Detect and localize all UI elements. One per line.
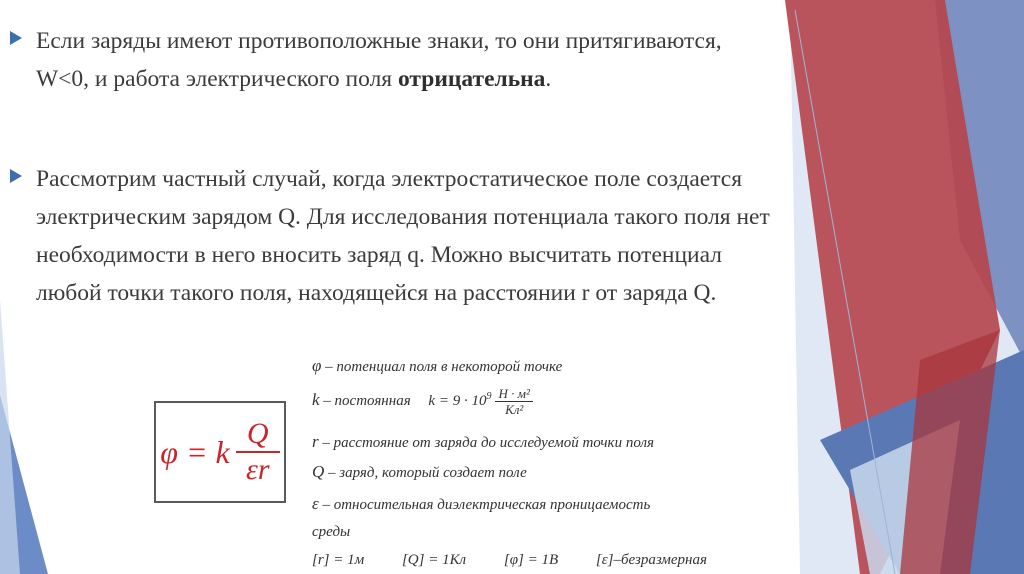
formula-denominator: εr: [246, 453, 270, 486]
k-units-denominator: Кл²: [505, 402, 524, 417]
formula-fraction: [236, 417, 280, 487]
formula-numerator: Q: [246, 417, 269, 450]
formula-lhs: φ = k: [160, 433, 230, 470]
unit-phi: [φ] = 1В: [503, 552, 559, 568]
k-value: k = 9 · 10: [428, 392, 487, 409]
legend-row-phi: [312, 356, 562, 376]
bullet-arrow-icon: [10, 31, 22, 45]
unit-eps: [ε]–безразмерная: [595, 552, 707, 568]
k-units-fraction: [495, 386, 533, 417]
potential-formula-box: [154, 401, 286, 503]
k-exponent: 9: [486, 390, 492, 402]
legend-row-eps: [312, 494, 650, 514]
legend-text: – расстояние от заряда до исследуемой точки поля: [322, 435, 654, 451]
legend-symbol: ε: [312, 494, 319, 513]
legend-text: – относительная диэлектрическая проницаемость: [322, 497, 651, 513]
bullet-text-2: Рассмотрим частный случай, когда электростатическое поле создается электрическим зарядом Q. Для исследования потенциала такого поля нет необходимости в него вносить заряд q. Можно высчитать потенциал любой точки такого поля, находящейся на расстоянии r от заряда Q.: [36, 166, 770, 306]
k-units-numerator: Н · м²: [498, 386, 530, 401]
bullet-item-2: [10, 160, 770, 312]
bullet-text-1-post: .: [545, 66, 552, 92]
legend-symbol: φ: [312, 356, 322, 375]
legend-row-q: [312, 462, 527, 482]
legend-row-k: [312, 386, 533, 417]
legend-units-row: [312, 552, 741, 569]
legend-text: – постоянная: [323, 392, 411, 409]
potential-formula: [160, 417, 280, 487]
legend-symbol: Q: [312, 462, 325, 481]
legend-symbol: r: [312, 432, 319, 451]
legend-eps-continued: среды: [312, 524, 351, 540]
bullet-arrow-icon: [10, 169, 22, 183]
left-light-triangle: [0, 300, 20, 574]
unit-r: [r] = 1м: [312, 552, 365, 568]
bullet-text-1-bold: отрицательна: [397, 66, 546, 92]
bullet-text-1: [36, 22, 770, 98]
legend-symbol: k: [312, 389, 320, 409]
legend-text: – заряд, который создает поле: [328, 465, 527, 481]
legend-row-r: [312, 432, 654, 452]
bullet-text-1-pre: Если заряды имеют противоположные знаки, то они притягиваются, W<0, и работа электрического поля: [36, 28, 722, 92]
unit-q: [Q] = 1Кл: [401, 552, 467, 568]
bullet-item-1: [10, 22, 770, 98]
legend-text: – потенциал поля в некоторой точке: [325, 359, 563, 375]
